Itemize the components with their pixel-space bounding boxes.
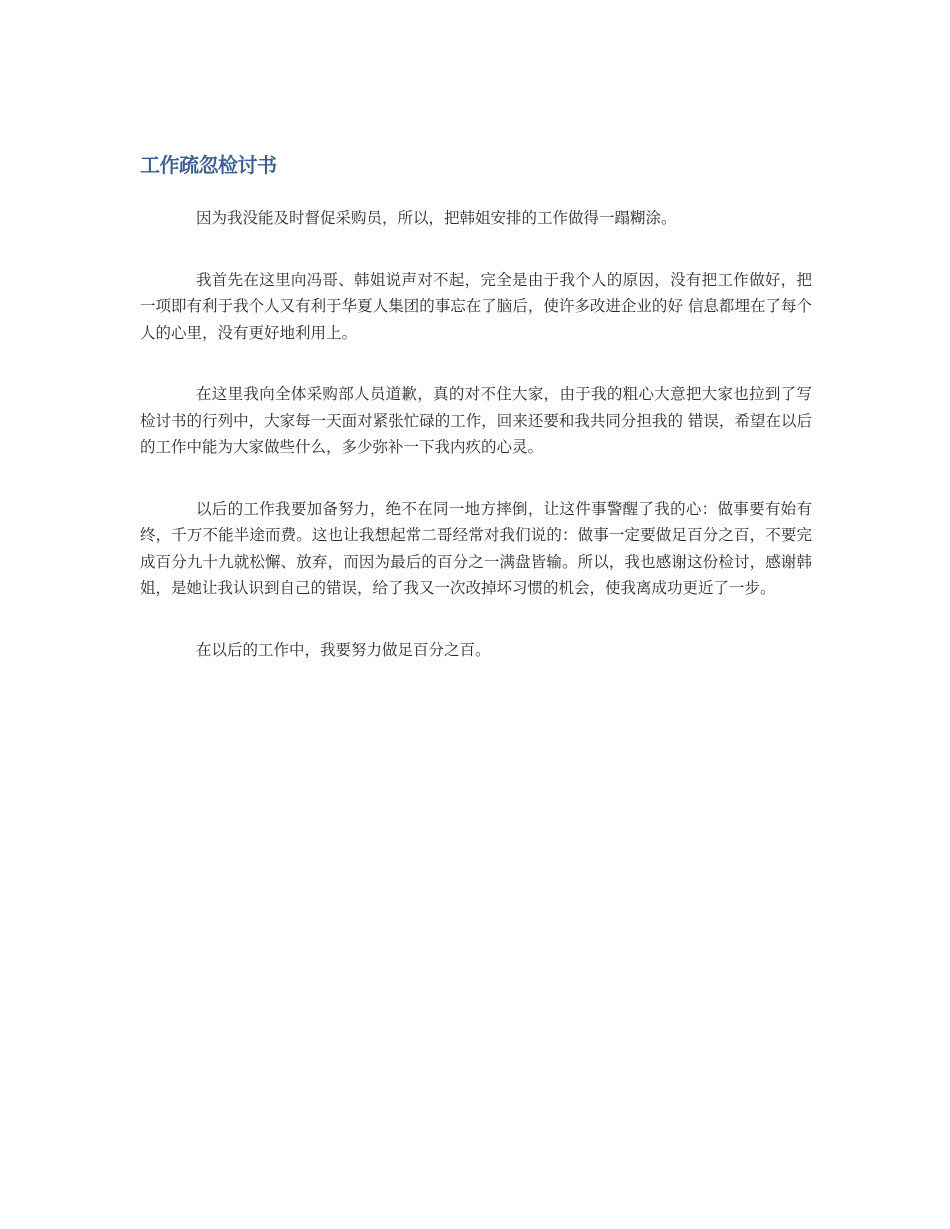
document-body <box>140 148 812 698</box>
paragraph-4: 以后的工作我要加备努力，绝不在同一地方摔倒，让这件事警醒了我的心：做事要有始有终，千万不能半途而费。这也让我想起常二哥经常对我们说的：做事一定要做足百分之百，不要完成百分九十九就松懈、放弃，而因为最后的百分之一满盘皆输。所以，我也感谢这份检讨，感谢韩姐，是她让我认识到自己的错误，给了我又一次改掉坏习惯的机会，使我离成功更近了一步。 <box>140 499 812 597</box>
paragraph-2: 我首先在这里向冯哥、韩姐说声对不起，完全是由于我个人的原因，没有把工作做好，把一项即有利于我个人又有利于华夏人集团的事忘在了脑后，使许多改进企业的好 信息都埋在了每个人的心里，没有更好地利用上。 <box>140 270 812 342</box>
paragraph-3: 在这里我向全体采购部人员道歉，真的对不住大家，由于我的粗心大意把大家也拉到了写检讨书的行列中，大家每一天面对紧张忙碌的工作，回来还要和我共同分担我的 错误，希望在以后的工作中能为大家做些什么，多少弥补一下我内疚的心灵。 <box>140 385 812 456</box>
paragraph-1: 因为我没能及时督促采购员，所以，把韩姐安排的工作做得一蹋糊涂。 <box>196 209 677 227</box>
document-title: 工作疏忽检讨书 <box>140 153 277 177</box>
paragraph-5: 在以后的工作中，我要努力做足百分之百。 <box>196 640 491 659</box>
